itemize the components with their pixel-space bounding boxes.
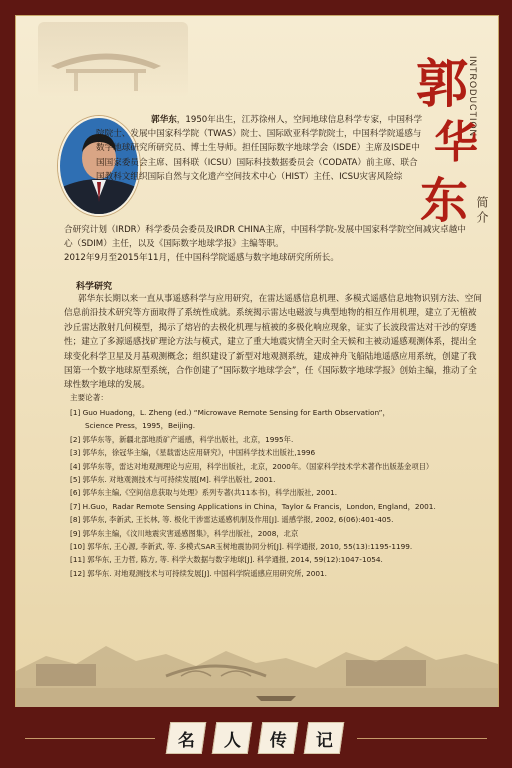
references-list [70,406,490,580]
research-paragraph: 郭华东长期以来一直从事遥感科学与应用研究，在雷达遥感信息机理、多模式遥感信息地物识别方法、空间信息前沿技术研究等方面取得了系统性成就。系统揭示雷达电磁波与典型地物的相互作用机理，建立了无植被沙丘雷达散射几何模型，揭示了熔岩的去极化机理与植被的多极化响应现象，证实了长波段雷达对干沙的穿透性；建立了多源遥感找矿理论方法与模式，建立了重大地震灾情全天时全天候和主被动遥感观测体系，提出全球变化科学卫星及月基观测概念；组织建设了新型对地观测系统，建成神舟飞船陆地遥感应用系统，创建了我国第一个数字地球原型系统，合作创建了“国际数字地球学会”，任《国际数字地球学报》创始主编，推动了全球性数字地球的发展。 [64,294,482,391]
pavilion-roof-icon [46,36,166,96]
intro-text-part3: 2012年9月至2015年11月，任中国科学院遥感与数字地球研究所所长。 [64,253,339,264]
intro-name: 郭华东 [151,115,177,125]
references-heading: 主要论著： [70,393,108,402]
banner-tile: 名 [166,722,206,754]
reference-item: [11] 郭华东, 王力哲, 陈方, 等. 科学大数据与数字地球[J]. 科学通报, 2014, 59(12):1047-1054. [70,555,383,565]
reference-item: [1] Guo Huadong，L. Zheng (ed.) “Microwave Remote Sensing for Earth Observation”， [70,408,390,417]
banner-tile: 传 [258,722,298,754]
reference-item: [4] 郭华东等，雷达对地观测理论与应用，科学出版社，北京，2000年。（国家科学技术学术著作出版基金项目） [70,461,434,471]
reference-item: [8] 郭华东, 李新武, 王长林, 等. 极化干涉雷达遥感机制及作用[J]. 遥感学报, 2002, 6(06):401-405. [70,515,394,525]
reference-item: [6] 郭华东主编,《空间信息获取与处理》系列专著(共11本书)，科学出版社, 2001. [70,488,338,498]
reference-item: Science Press，1995，Beijing. [85,421,196,431]
reference-item: [5] 郭华东. 对地观测技术与可持续发展[M]. 科学出版社, 2001. [70,475,276,485]
reference-item: [12] 郭华东. 对地观测技术与可持续发展[J]. 中国科学院遥感应用研究所, 2001. [70,568,327,578]
reference-item: [2] 郭华东等，新疆北部地质矿产遥感，科学出版社，北京，1995年. [70,434,294,444]
reference-item: [7] H.Guo，Radar Remote Sensing Applications in China，Taylor & Francis，London, England，2001. [70,501,436,511]
watertown-landscape-illustration [16,616,498,708]
intro-text-part1: ，1950年出生，江苏徐州人，空间地球信息科学专家，中国科学院院士、发展中国家科学院（TWAS）院士、国际欧亚科学院院士，中国科学院遥感与数字地球研究所研究员、博士生导师。担任国际数字地球学会（ISDE）主席及ISDE中国国家委员会主席、国科联（ICSU）国际科技数据委员会（CODATA）前主席、联合国教科文组织国际自然与文化遗产空间技术中心（HIST）主任、ICSU灾害风险综 [96,115,423,182]
intro-text-part2: 合研究计划（IRDR）科学委员会委员及IRDR CHINA主席，中国科学院-发展中国家科学院空间减灾卓越中心（SDIM）主任，以及《国际数字地球学报》主编等职。 [64,225,466,250]
english-heading: INTRODUCTION [468,56,478,137]
reference-item: [10] 郭华东, 王心源, 李新武, 等. 多模式SAR玉树地震协同分析[J]. 科学通报, 2010, 55(13):1195-1199. [70,542,413,552]
intro-paragraph [96,113,426,184]
name-char-2: 华 [434,117,478,168]
banner-tile: 记 [304,722,344,754]
footer-divider-left [25,738,155,739]
reference-item: [3] 郭华东，徐冠华主编，《星载雷达应用研究》，中国科学技术出版社,1996 [70,448,316,458]
footer-banner [168,722,342,754]
banner-tile: 人 [212,722,252,754]
reference-item: [9] 郭华东主编，《汶川地震灾害遥感图集》，科学出版社，2008，北京 [70,528,299,538]
subtitle: 简介 [475,196,489,226]
footer-divider-right [357,738,487,739]
content-panel [15,15,499,709]
name-char-1: 郭 [416,54,469,115]
name-char-3: 东 [420,173,469,229]
research-heading: 科学研究 [76,282,113,292]
intro-paragraph-continued [64,223,469,266]
